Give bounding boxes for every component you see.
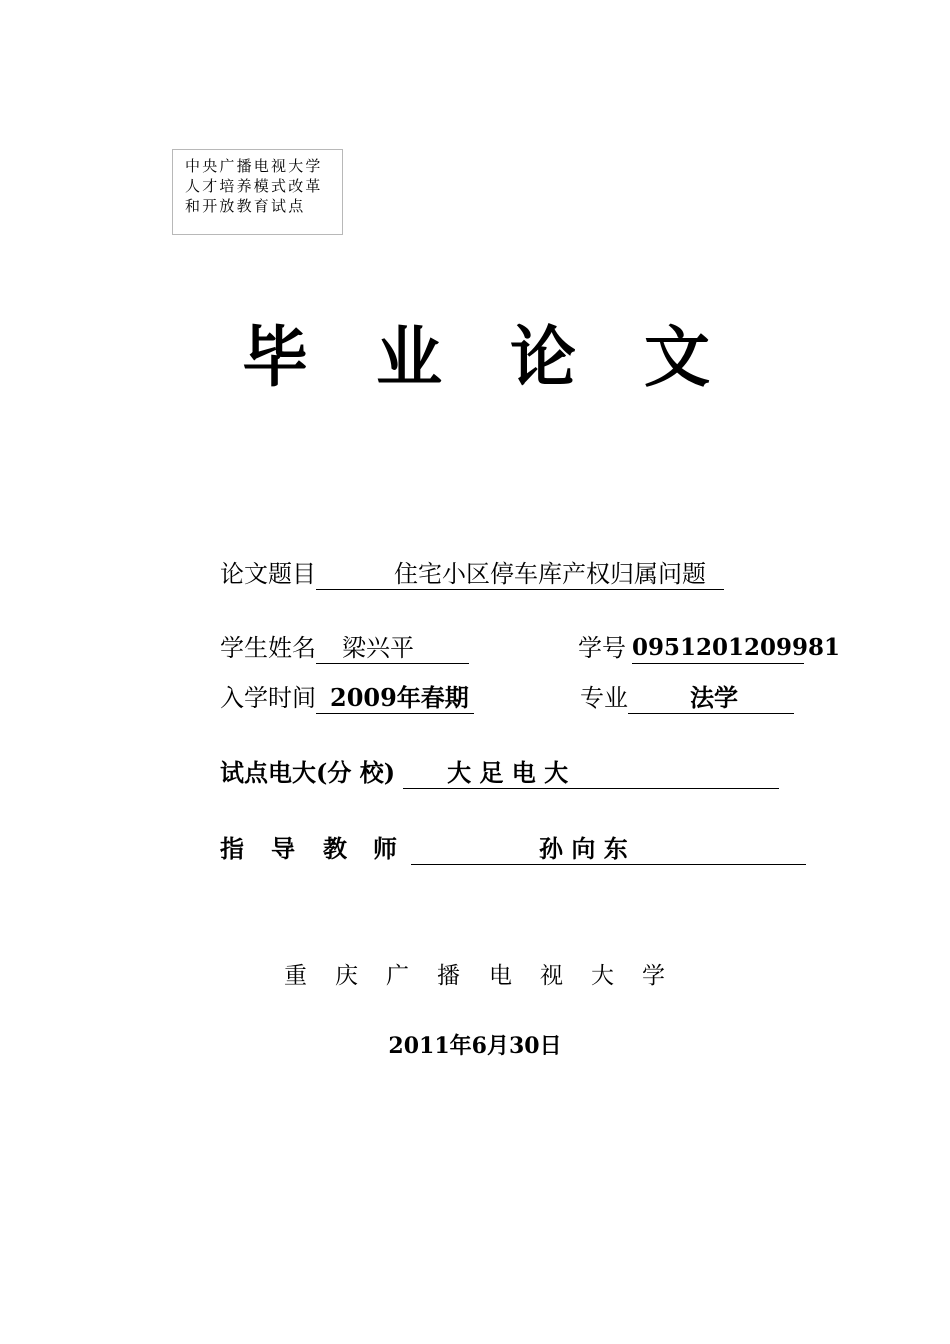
university-name-char: 大 — [591, 963, 614, 989]
pilot-program-line-3: 和开放教育试点 — [185, 197, 306, 215]
thesis-title-row — [220, 559, 724, 590]
enroll-value: 2009年春期 — [330, 683, 469, 712]
major-label: 专业 — [580, 684, 628, 712]
advisor-label-char: 导 — [271, 834, 295, 863]
document-title-char: 论 — [510, 319, 576, 396]
university-name-char: 播 — [437, 963, 460, 989]
student-id-row — [578, 633, 841, 664]
pilot-program-box — [172, 149, 343, 235]
school-underline — [403, 758, 779, 789]
enroll-row — [220, 683, 474, 714]
document-title-char: 毕 — [242, 319, 308, 396]
document-title-char: 业 — [376, 319, 442, 396]
document-title-char: 文 — [644, 319, 710, 396]
document-date: 2011年6月30日 — [388, 1033, 562, 1059]
student-id-value: 0951201209981 — [632, 634, 841, 661]
student-id-label: 学号 — [578, 634, 626, 662]
advisor-value: 孙 向 东 — [539, 834, 628, 863]
school-value: 大 足 电 大 — [447, 758, 569, 787]
thesis-title-label: 论文题目 — [220, 560, 316, 588]
pilot-program-line-1: 中央广播电视大学 — [185, 157, 323, 175]
student-name-underline — [316, 633, 469, 664]
student-id-underline — [632, 633, 841, 664]
major-row — [580, 683, 794, 714]
university-name-char: 视 — [540, 963, 563, 989]
university-name — [0, 957, 950, 989]
university-name-char: 庆 — [335, 963, 358, 989]
student-name-row — [220, 633, 469, 664]
university-name-char: 重 — [284, 963, 307, 989]
advisor-label-char: 指 — [220, 834, 244, 863]
pilot-program-line-2: 人才培养模式改革 — [185, 177, 323, 195]
student-name-label: 学生姓名 — [220, 634, 316, 662]
document-title — [0, 318, 950, 398]
major-underline — [628, 683, 794, 714]
major-value: 法学 — [690, 683, 738, 712]
enroll-label: 入学时间 — [220, 684, 316, 712]
university-name-char: 广 — [386, 963, 409, 989]
school-label: 试点电大(分 校) — [220, 758, 396, 787]
advisor-label-char: 师 — [373, 834, 397, 863]
advisor-underline — [411, 834, 806, 865]
thesis-title-value: 住宅小区停车库产权归属问题 — [394, 560, 706, 588]
student-name-value: 梁兴平 — [342, 634, 414, 662]
advisor-label-char: 教 — [323, 834, 347, 863]
advisor-label — [220, 834, 411, 864]
school-row — [220, 758, 779, 789]
advisor-row — [220, 834, 806, 865]
thesis-title-underline — [316, 559, 724, 590]
enroll-underline — [316, 683, 474, 714]
university-name-char: 学 — [642, 963, 665, 989]
university-name-char: 电 — [489, 963, 512, 989]
